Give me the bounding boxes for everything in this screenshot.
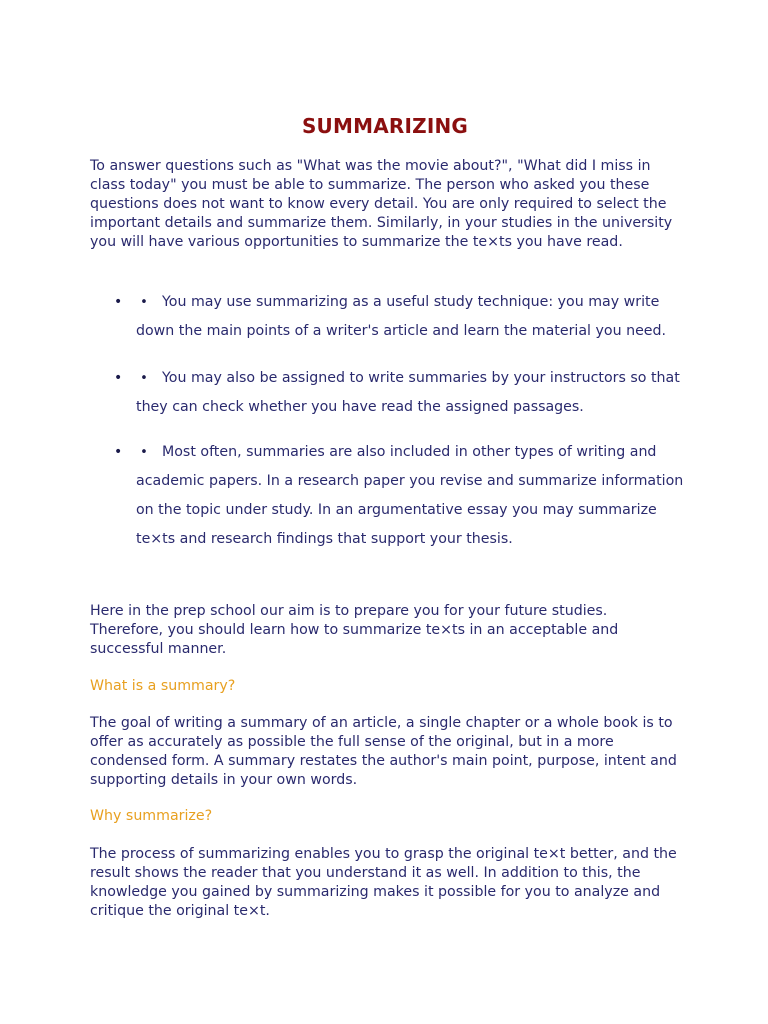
section-body-what: The goal of writing a summary of an article, a single chapter or a whole book is to offer as accurately as possible the full sense of the original, but in a more condensed form. A summary restates the author's main point, purpose, intent and supporting details in your own words. (90, 715, 677, 788)
bullet-text: You may also be assigned to write summaries by your instructors so that they can check whether you have read the assigned passages. (136, 370, 680, 415)
section-body-why: The process of summarizing enables you to grasp the original te×t better, and the result shows the reader that you understand it as well. In addition to this, the knowledge you gained by summarizing makes it possible for you to analyze and critique the original te×t. (90, 846, 677, 919)
bullet-icon: • (140, 295, 148, 310)
bullet-icon: • (114, 294, 123, 310)
bullet-icon: • (140, 371, 148, 386)
section-heading-why: Why summarize? (90, 808, 213, 824)
bullet-icon: • (114, 444, 123, 460)
bullet-list (90, 288, 690, 554)
bullet-icon: • (114, 370, 123, 386)
bullet-icon: • (140, 445, 148, 460)
list-item (90, 364, 690, 422)
page-title: SUMMARIZING (301, 114, 469, 138)
section-heading-what: What is a summary? (90, 678, 236, 694)
list-item (90, 288, 690, 346)
bullet-text: Most often, summaries are also included in other types of writing and academic papers. In a research paper you revise and summarize information on the topic under study. In an argumentative essay you may summarize te×ts and research findings that support your thesis. (136, 444, 684, 547)
prep-school-paragraph: Here in the prep school our aim is to prepare you for your future studies. Therefore, you should learn how to summarize te×ts in an acceptable and successful manner. (90, 603, 619, 657)
bullet-text: You may use summarizing as a useful study technique: you may write down the main points of a writer's article and learn the material you need. (136, 294, 667, 339)
list-item (90, 438, 690, 554)
intro-paragraph: To answer questions such as "What was the movie about?", "What did I miss in class today" you must be able to summarize. The person who asked you these questions does not want to know every detail. You are only required to select the important details and summarize them. Similarly, in your studies in the university you will have various opportunities to summarize the te×ts you have read. (90, 158, 673, 250)
